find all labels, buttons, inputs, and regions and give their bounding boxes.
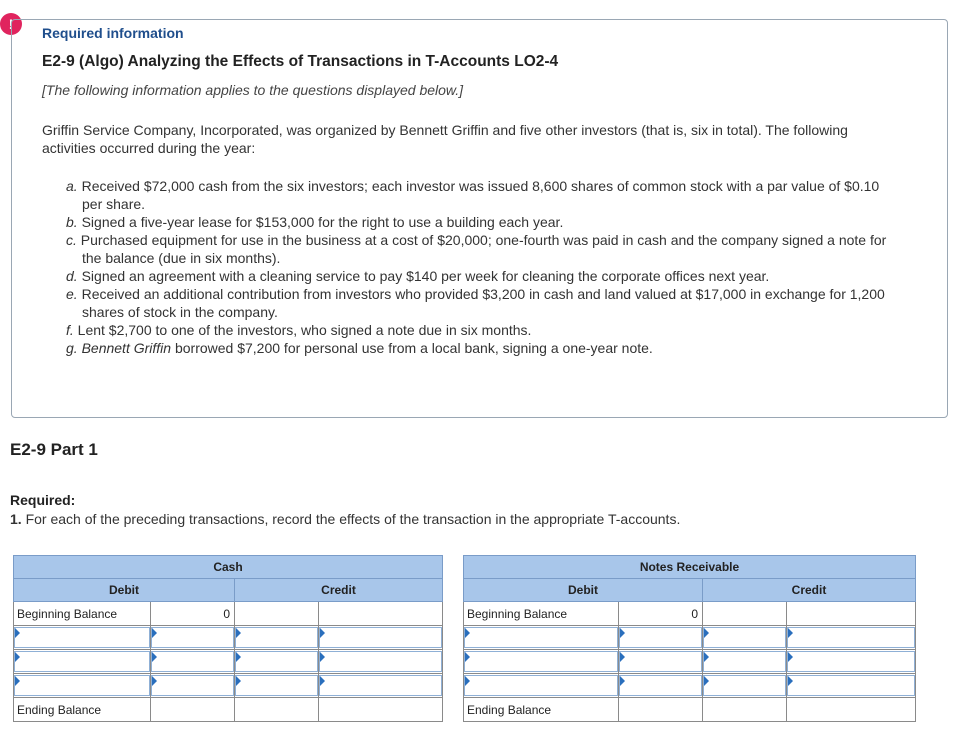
empty-cell	[319, 602, 443, 626]
activity-letter: f.	[66, 322, 74, 338]
required-information-heading: Required information	[42, 25, 184, 41]
debit-transaction-dropdown[interactable]	[14, 651, 150, 672]
ending-balance-label: Ending Balance	[14, 698, 151, 722]
beginning-balance-label: Beginning Balance	[464, 602, 619, 626]
activity-item	[66, 285, 896, 321]
empty-cell	[319, 698, 443, 722]
ending-balance-label: Ending Balance	[464, 698, 619, 722]
instruction-text	[10, 511, 680, 527]
debit-transaction-dropdown[interactable]	[14, 627, 150, 648]
activity-item	[66, 321, 896, 339]
credit-amount-input[interactable]	[319, 675, 442, 696]
activity-text: borrowed $7,200 for personal use from a local bank, signing a one-year note.	[171, 340, 653, 356]
credit-amount-input[interactable]	[787, 675, 915, 696]
credit-transaction-dropdown[interactable]	[703, 627, 786, 648]
debit-header: Debit	[14, 579, 235, 602]
beginning-balance-value: 0	[151, 602, 235, 626]
activity-item	[66, 339, 896, 357]
activities-list	[66, 177, 896, 357]
activity-text: Lent $2,700 to one of the investors, who signed a note due in six months.	[77, 322, 532, 338]
empty-cell	[787, 602, 916, 626]
debit-transaction-dropdown[interactable]	[464, 651, 618, 672]
activity-item	[66, 231, 896, 267]
empty-cell	[235, 602, 319, 626]
t-account-cash	[13, 555, 443, 722]
exercise-title: E2-9 (Algo) Analyzing the Effects of Transactions in T-Accounts LO2-4	[42, 53, 559, 70]
credit-amount-input[interactable]	[319, 627, 442, 648]
alert-icon: !	[0, 13, 22, 35]
debit-header: Debit	[464, 579, 703, 602]
ending-balance-value	[151, 698, 235, 722]
credit-amount-input[interactable]	[319, 651, 442, 672]
debit-transaction-dropdown[interactable]	[14, 675, 150, 696]
debit-amount-input[interactable]	[619, 651, 702, 672]
credit-amount-input[interactable]	[787, 627, 915, 648]
activity-text: Signed a five-year lease for $153,000 for the right to use a building each year.	[81, 214, 564, 230]
activity-letter: d.	[66, 268, 78, 284]
credit-transaction-dropdown[interactable]	[235, 675, 318, 696]
account-title: Notes Receivable	[464, 556, 916, 579]
debit-amount-input[interactable]	[619, 627, 702, 648]
beginning-balance-value: 0	[619, 602, 703, 626]
account-title: Cash	[14, 556, 443, 579]
empty-cell	[787, 698, 916, 722]
activity-item	[66, 267, 896, 285]
credit-transaction-dropdown[interactable]	[703, 651, 786, 672]
part-title: E2-9 Part 1	[10, 440, 98, 459]
activity-person-name: Bennett Griffin	[81, 340, 172, 356]
activity-letter: b.	[66, 214, 78, 230]
credit-header: Credit	[703, 579, 916, 602]
activity-letter: e.	[66, 286, 78, 302]
debit-transaction-dropdown[interactable]	[464, 627, 618, 648]
debit-amount-input[interactable]	[151, 627, 234, 648]
debit-amount-input[interactable]	[151, 651, 234, 672]
activity-text: Received an additional contribution from investors who provided $3,200 in cash and land valued at $17,000 in exchange for 1,200 shares of stock in the company.	[81, 286, 885, 320]
activity-text: Purchased equipment for use in the business at a cost of $20,000; one-fourth was paid in cash and the company signed a note for the balance (due in six months).	[80, 232, 887, 266]
credit-amount-input[interactable]	[787, 651, 915, 672]
activity-item	[66, 177, 896, 213]
credit-transaction-dropdown[interactable]	[235, 627, 318, 648]
instruction-body: For each of the preceding transactions, record the effects of the transaction in the appropriate T-accounts.	[21, 511, 681, 527]
debit-amount-input[interactable]	[619, 675, 702, 696]
activity-text: Received $72,000 cash from the six investors; each investor was issued 8,600 shares of common stock with a par value of $0.10 per share.	[81, 178, 880, 212]
debit-amount-input[interactable]	[151, 675, 234, 696]
information-note: [The following information applies to the questions displayed below.]	[42, 82, 464, 98]
required-label: Required:	[10, 492, 76, 508]
t-account-notes-receivable	[463, 555, 916, 722]
instruction-number: 1.	[10, 511, 22, 527]
activity-letter: c.	[66, 232, 77, 248]
intro-paragraph: Griffin Service Company, Incorporated, was organized by Bennett Griffin and five other investors (that is, six in total). The following activities occurred during the year:	[42, 122, 848, 156]
credit-transaction-dropdown[interactable]	[235, 651, 318, 672]
activity-letter: a.	[66, 178, 78, 194]
credit-transaction-dropdown[interactable]	[703, 675, 786, 696]
activity-letter: g.	[66, 340, 78, 356]
ending-balance-value	[619, 698, 703, 722]
empty-cell	[703, 602, 787, 626]
activity-item	[66, 213, 896, 231]
debit-transaction-dropdown[interactable]	[464, 675, 618, 696]
empty-cell	[235, 698, 319, 722]
credit-header: Credit	[235, 579, 443, 602]
activity-text: Signed an agreement with a cleaning service to pay $140 per week for cleaning the corporate offices next year.	[81, 268, 770, 284]
empty-cell	[703, 698, 787, 722]
beginning-balance-label: Beginning Balance	[14, 602, 151, 626]
